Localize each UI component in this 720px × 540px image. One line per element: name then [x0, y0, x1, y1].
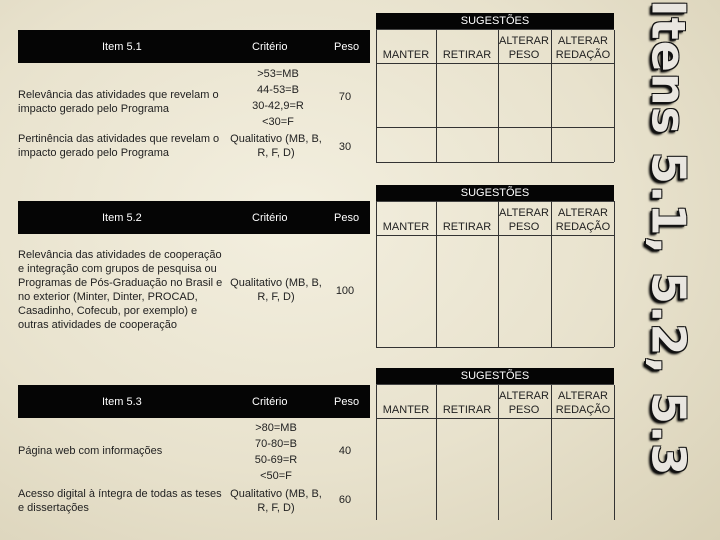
- sug-col-retirar: RETIRAR: [442, 49, 492, 61]
- table-row-criterio: >80=MB 70-80=B 50-69=R <50=F: [254, 422, 298, 482]
- table-row-item: Acesso digital à íntegra de todas as teses e dissertações: [18, 488, 222, 514]
- peso-label: Peso: [334, 40, 360, 53]
- table-row-item: Pertinência das atividades que revelam o impacto gerado pelo Programa: [18, 133, 220, 159]
- section-1-header: [18, 30, 370, 63]
- sug-col-retirar: RETIRAR: [442, 404, 492, 416]
- section-3-header: [18, 385, 370, 418]
- table-row-peso: 100: [335, 285, 355, 297]
- table-row-peso: 60: [338, 494, 352, 506]
- sugestoes-header: SUGESTÕES: [376, 13, 614, 29]
- sug-col-manter: MANTER: [382, 49, 430, 61]
- sug-col-alterar-redacao: ALTERAR REDAÇÃO: [555, 390, 611, 416]
- item-label: Item 5.2: [102, 211, 142, 224]
- peso-label: Peso: [334, 211, 360, 224]
- sug-col-alterar-redacao: ALTERAR REDAÇÃO: [555, 207, 611, 233]
- sug-col-manter: MANTER: [382, 221, 430, 233]
- criterio-label: Critério: [252, 395, 288, 408]
- side-title: [636, 0, 700, 477]
- table-row-criterio: Qualitativo (MB, B, R, F, D): [230, 488, 322, 514]
- sug-col-alterar-peso: ALTERAR PESO: [499, 35, 549, 61]
- peso-label: Peso: [334, 395, 360, 408]
- sug-col-manter: MANTER: [382, 404, 430, 416]
- sug-col-alterar-peso: ALTERAR PESO: [499, 390, 549, 416]
- table-row-item: Relevância das atividades que revelam o impacto gerado pelo Programa: [18, 89, 219, 115]
- criterio-label: Critério: [252, 40, 288, 53]
- table-row-peso: 70: [338, 91, 352, 103]
- section-2-header: [18, 201, 370, 234]
- table-row-criterio: >53=MB 44-53=B 30-42,9=R <30=F: [252, 68, 304, 128]
- criterio-label: Critério: [252, 211, 288, 224]
- item-label: Item 5.1: [102, 40, 142, 53]
- side-title-text: Itens 5.1, 5.2, 5.3: [641, 0, 696, 477]
- sug-col-alterar-redacao: ALTERAR REDAÇÃO: [555, 35, 611, 61]
- item-label: Item 5.3: [102, 395, 142, 408]
- table-row-item: Página web com informações: [18, 445, 163, 457]
- table-row-peso: 40: [338, 445, 352, 457]
- sugestoes-header: SUGESTÕES: [376, 368, 614, 384]
- sug-col-retirar: RETIRAR: [442, 221, 492, 233]
- table-row-peso: 30: [338, 141, 352, 153]
- table-row-criterio: Qualitativo (MB, B, R, F, D): [230, 133, 322, 159]
- sug-col-alterar-peso: ALTERAR PESO: [499, 207, 549, 233]
- table-row-item: Relevância das atividades de cooperação e integração com grupos de pesquisa ou Programas de Pós-Graduação no Brasil e no exterior (Minter, Dinter, PROCAD, Casadinho, Cofecub, por exemplo) e outras atividades de cooperação: [18, 249, 223, 331]
- sugestoes-header: SUGESTÕES: [376, 185, 614, 201]
- table-row-criterio: Qualitativo (MB, B, R, F, D): [230, 277, 322, 303]
